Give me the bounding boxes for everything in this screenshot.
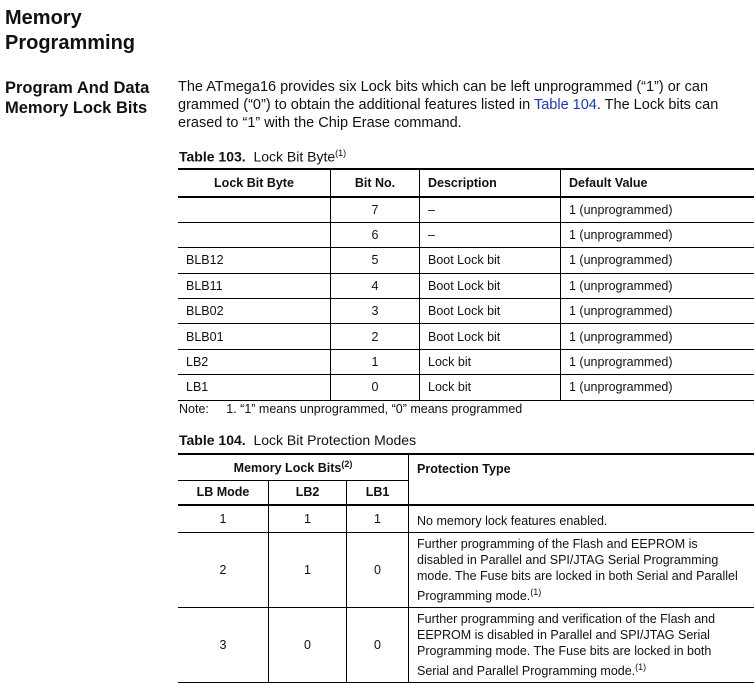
table-103-number: Table 103. <box>179 148 246 165</box>
cell-mode: 1 <box>178 505 269 533</box>
table-row <box>178 248 754 273</box>
intro-line1: The ATmega16 provides six Lock bits which can be left unprogrammed (“1”) or can <box>178 79 709 95</box>
table-row <box>178 375 754 400</box>
table-103-footnote-ref: (1) <box>335 148 347 158</box>
cell-bit-no: 6 <box>331 222 420 247</box>
cell-bit-no: 4 <box>331 273 420 298</box>
table-103-title: Lock Bit Byte <box>253 148 336 165</box>
cell-lb1: 0 <box>347 533 409 608</box>
cell-description: – <box>420 197 561 222</box>
note-label: Note: <box>179 402 209 416</box>
protection-text: No memory lock features enabled. <box>417 514 608 529</box>
cell-protection-type <box>409 533 755 608</box>
protection-text: Further programming and verification of the Flash and EEPROM is disabled in Parallel and SPI/JTAG Serial Programming mode. The Fuse bits are locked in both Serial and Parallel Programming mode. <box>417 612 716 679</box>
section-title-line2: Programming <box>5 32 136 54</box>
table-103-body <box>178 197 754 400</box>
subsection-title <box>5 78 149 118</box>
cell-bit-no: 7 <box>331 197 420 222</box>
cell-bit-no: 3 <box>331 299 420 324</box>
col-header-protection-type <box>409 454 755 505</box>
cell-default-value: 1 (unprogrammed) <box>561 222 755 247</box>
table-row <box>178 197 754 222</box>
col-header-default-value: Default Value <box>561 169 755 197</box>
cell-lock-bit-byte: BLB02 <box>178 299 331 324</box>
cell-description: Boot Lock bit <box>420 248 561 273</box>
table-row <box>178 299 754 324</box>
lock-bit-protection-modes-table <box>178 453 754 683</box>
cell-lb1: 0 <box>347 608 409 683</box>
cell-default-value: 1 (unprogrammed) <box>561 349 755 374</box>
cell-lock-bit-byte <box>178 222 331 247</box>
protection-text: Further programming of the Flash and EEPROM is disabled in Parallel and SPI/JTAG Serial Programming mode. The Fuse bits are locked in both Serial and Parallel Programming mode. <box>417 537 738 604</box>
cell-bit-no: 5 <box>331 248 420 273</box>
note-text: 1. “1” means unprogrammed, “0” means programmed <box>226 402 523 416</box>
table-104-number: Table 104. <box>179 432 246 448</box>
group-header-footnote-ref: (2) <box>341 459 353 470</box>
cell-default-value: 1 (unprogrammed) <box>561 299 755 324</box>
protection-type-label: Protection Type <box>417 461 511 476</box>
group-header-memory-lock-bits <box>178 454 409 480</box>
cell-description: Boot Lock bit <box>420 299 561 324</box>
table-row <box>178 608 754 683</box>
intro-line2 <box>178 96 756 114</box>
table-header-row <box>178 169 754 197</box>
cell-default-value: 1 (unprogrammed) <box>561 324 755 349</box>
col-header-lock-bit-byte: Lock Bit Byte <box>178 169 331 197</box>
section-title <box>5 6 135 56</box>
cell-bit-no: 1 <box>331 349 420 374</box>
cell-lock-bit-byte: BLB11 <box>178 273 331 298</box>
cell-lock-bit-byte: BLB12 <box>178 248 331 273</box>
table-103-caption <box>179 148 346 165</box>
cell-lock-bit-byte: LB2 <box>178 349 331 374</box>
table-104-title: Lock Bit Protection Modes <box>253 432 417 448</box>
cell-protection-type <box>409 505 755 533</box>
cell-lock-bit-byte: LB1 <box>178 375 331 400</box>
cell-description: – <box>420 222 561 247</box>
col-header-lb2: LB2 <box>269 480 347 505</box>
cell-description: Boot Lock bit <box>420 324 561 349</box>
cell-default-value: 1 (unprogrammed) <box>561 248 755 273</box>
lock-bit-byte-table <box>178 168 754 401</box>
intro-paragraph <box>178 78 756 132</box>
table-row <box>178 222 754 247</box>
cell-default-value: 1 (unprogrammed) <box>561 197 755 222</box>
cell-lb2: 1 <box>269 505 347 533</box>
cell-lb2: 1 <box>269 533 347 608</box>
cell-lb2: 0 <box>269 608 347 683</box>
cell-default-value: 1 (unprogrammed) <box>561 273 755 298</box>
intro-line2-post: . The Lock bits can <box>596 97 719 113</box>
protection-footnote-ref: (1) <box>635 662 647 673</box>
protection-footnote-ref: (1) <box>530 587 542 598</box>
cell-mode: 3 <box>178 608 269 683</box>
table-row <box>178 324 754 349</box>
table-row <box>178 505 754 533</box>
table-104-body <box>178 505 754 683</box>
col-header-lb-mode: LB Mode <box>178 480 269 505</box>
cell-default-value: 1 (unprogrammed) <box>561 375 755 400</box>
group-header-text: Memory Lock Bits <box>233 461 342 476</box>
col-header-bit-no: Bit No. <box>331 169 420 197</box>
cell-lock-bit-byte <box>178 197 331 222</box>
cell-protection-type <box>409 608 755 683</box>
cell-description: Boot Lock bit <box>420 273 561 298</box>
intro-line2-pre: grammed (“0”) to obtain the additional features listed in <box>178 97 534 113</box>
col-header-description: Description <box>420 169 561 197</box>
section-title-line1: Memory <box>5 7 82 29</box>
col-header-lb1: LB1 <box>347 480 409 505</box>
table-103-note <box>179 402 522 416</box>
cell-description: Lock bit <box>420 375 561 400</box>
cell-lock-bit-byte: BLB01 <box>178 324 331 349</box>
table-104-link[interactable]: Table 104 <box>533 97 597 113</box>
table-104-caption <box>179 432 416 448</box>
table-104-header-row <box>178 454 754 480</box>
table-row <box>178 273 754 298</box>
subsection-title-line2: Memory Lock Bits <box>5 99 148 117</box>
cell-mode: 2 <box>178 533 269 608</box>
table-row <box>178 349 754 374</box>
intro-line3: erased to “1” with the Chip Erase command. <box>178 115 462 131</box>
cell-bit-no: 2 <box>331 324 420 349</box>
cell-lb1: 1 <box>347 505 409 533</box>
cell-bit-no: 0 <box>331 375 420 400</box>
table-row <box>178 533 754 608</box>
subsection-title-line1: Program And Data <box>5 79 150 97</box>
cell-description: Lock bit <box>420 349 561 374</box>
